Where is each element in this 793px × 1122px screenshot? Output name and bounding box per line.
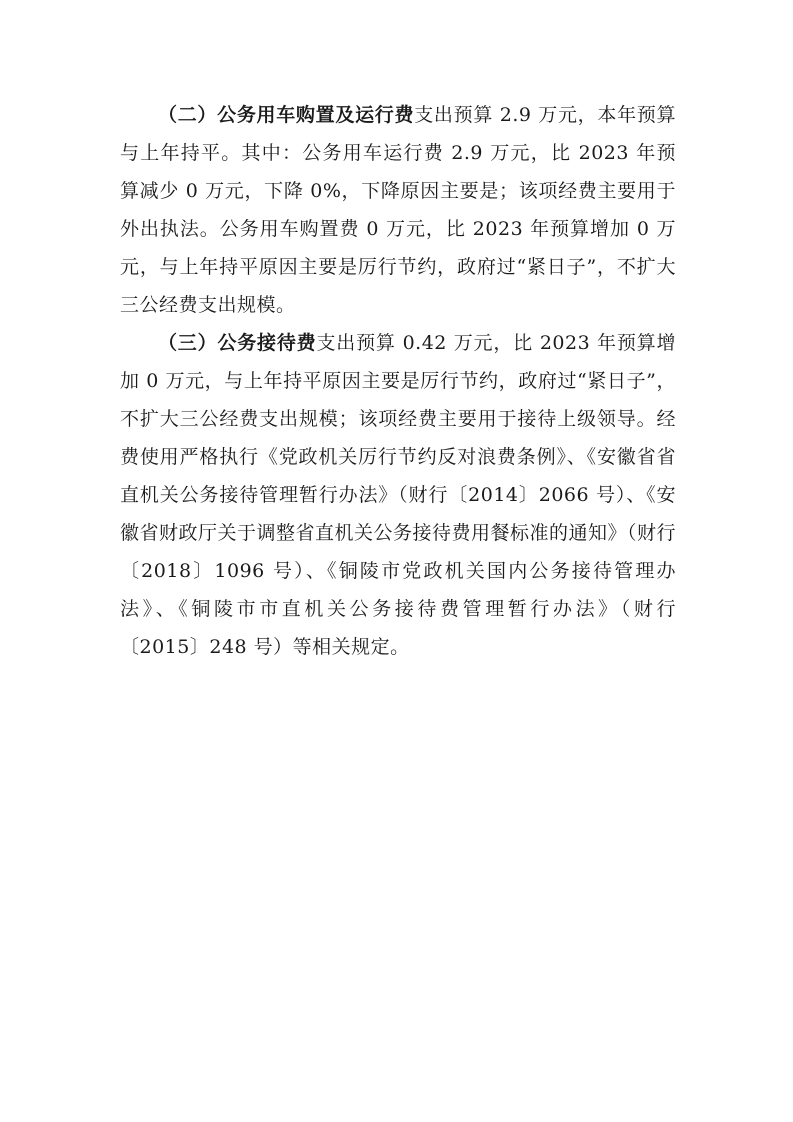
paragraph-text-vehicle: 支出预算 2.9 万元，本年预算与上年持平。其中：公务用车运行费 2.9 万元，比 2023 年预算减少 0 万元，下降 0%，下降原因主要是；该项经费主要用于外出执法。公务用车购置费 0 万元，比 2023 年预算增加 0 万元，与上年持平原因主要是厉行节约，政府过“紧日子”，不扩大三公经费支出规模。: [120, 104, 676, 316]
paragraph-vehicle-expenses: [120, 96, 676, 324]
paragraph-text-reception: 支出预算 0.42 万元，比 2023 年预算增加 0 万元，与上年持平原因主要是厉行节约，政府过“紧日子”，不扩大三公经费支出规模；该项经费主要用于接待上级领导。经费使用严格执行《党政机关厉行节约反对浪费条例》、《安徽省省直机关公务接待管理暂行办法》（财行〔2014〕2066 号）、《安徽省财政厅关于调整省直机关公务接待费用餐标准的通知》（财行〔2018〕1096 号）、《铜陵市党政机关国内公务接待管理办法》、《铜陵市市直机关公务接待费管理暂行办法》（财行〔2015〕248 号）等相关规定。: [120, 332, 677, 658]
document-body: [120, 96, 676, 666]
section-heading-vehicle: （二）公务用车购置及运行费: [158, 104, 415, 126]
section-heading-reception: （三）公务接待费: [158, 332, 317, 354]
paragraph-reception-expenses: [120, 324, 676, 666]
